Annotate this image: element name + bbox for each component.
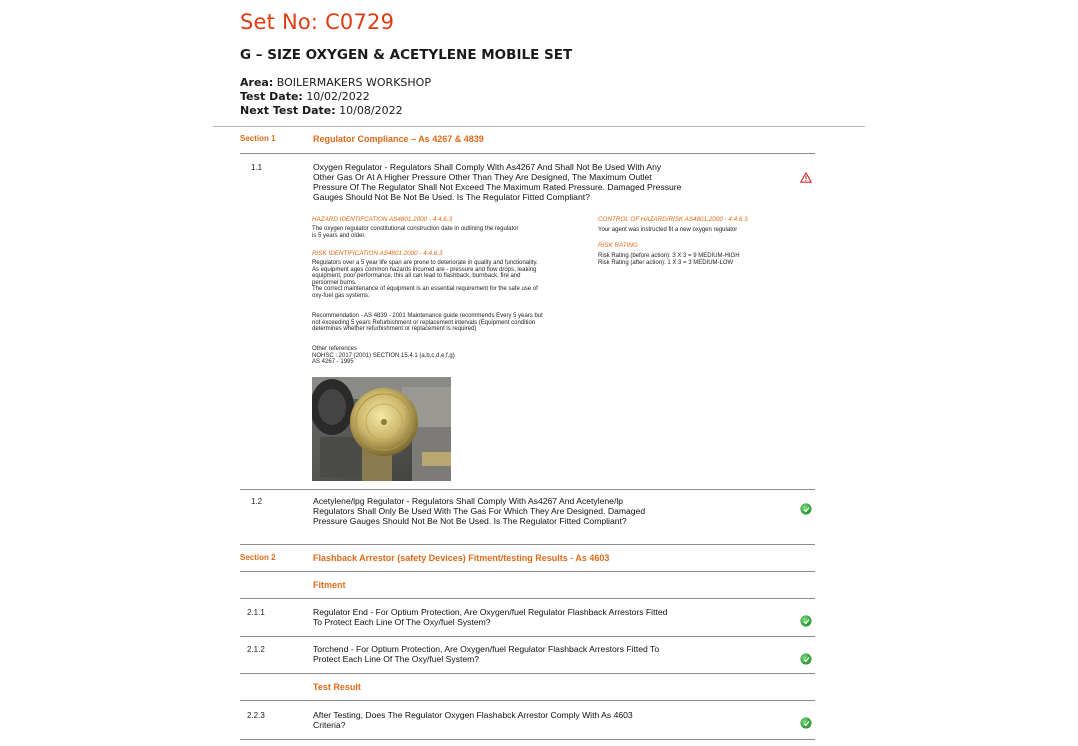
test-date-label: Test Date: <box>240 90 303 103</box>
item-question: Torchend - For Optium Protection, Are Oxygen/fuel Regulator Flashback Arrestors Fitted To Protect Each Line Of The Oxy/fuel System? <box>313 644 660 664</box>
next-test-date-line <box>240 104 403 117</box>
section-1-label: Section 1 <box>240 134 276 143</box>
risk-rating-after: Risk Rating (after action): 1 X 3 = 3 MEDIUM-LOW <box>598 260 734 266</box>
area-value: BOILERMAKERS WORKSHOP <box>276 76 431 89</box>
subsection-test-result: Test Result <box>313 682 361 692</box>
risk-rating-before: Risk Rating (before action): 3 X 3 = 9 MEDIUM-HIGH <box>598 253 740 259</box>
row-divider <box>240 571 815 572</box>
area-label: Area: <box>240 76 274 89</box>
pass-check-icon <box>801 654 811 664</box>
section-1-title: Regulator Compliance – As 4267 & 4839 <box>313 134 484 144</box>
set-number: Set No: C0729 <box>240 10 395 34</box>
section-2-title: Flashback Arrestor (safety Devices) Fitment/testing Results - As 4603 <box>313 553 610 563</box>
hazard-id-title: HAZARD IDENTIFCATION AS4801.2000 - 4.4.6.3 <box>312 216 452 223</box>
row-divider <box>240 489 815 490</box>
warning-icon <box>800 170 812 181</box>
control-text: Your agent was instructed fit a new oxygen regulator <box>598 227 738 233</box>
hazard-id-text: The oxygen regulator constitutional construction date in outlining the regulator is 5 years and older. <box>312 226 519 239</box>
subsection-fitment: Fitment <box>313 580 346 590</box>
row-divider <box>240 636 815 637</box>
risk-id-title: RISK IDENTIFICATION AS4801.2000 - 4.4.6.3 <box>312 250 443 257</box>
test-date-value: 10/02/2022 <box>306 90 370 103</box>
next-test-value: 10/08/2022 <box>339 104 403 117</box>
item-number: 2.2.3 <box>247 711 265 720</box>
item-question: Oxygen Regulator - Regulators Shall Comply With As4267 And Shall Not Be Used With Any Other Gas Or At A Higher Pressure Other Than They Are Designed, The Maximum Outlet Pressure Of The Regulator Shall Not Exceed The Maximum Rated Pressure. Damaged Pressure Gauges Should Not Be Not Be Used. Is The Regulator Fitted Compliant? <box>313 162 682 202</box>
item-question: Acetylene/lpg Regulator - Regulators Shall Comply With As4267 And Acetylene/lp Regulators Shall Only Be Used With The Gas For Which They Are Designed. Damaged Pressure Gauges Should Not Be Not Be Used. Is The Regulator Fitted Compliant? <box>313 496 646 526</box>
item-question: After Testing, Does The Regulator Oxygen Flashabck Arrestor Comply With As 4603 Criteria? <box>313 710 633 730</box>
row-divider <box>240 153 815 154</box>
item-number: 1.2 <box>251 497 263 506</box>
control-title: CONTROL OF HAZARD/RISK AS4801.2000 - 4.4.6.3 <box>598 216 748 223</box>
test-date-line <box>240 90 370 103</box>
pass-check-icon <box>801 718 811 728</box>
row-divider <box>240 544 815 545</box>
row-divider <box>240 700 815 701</box>
pass-check-icon <box>801 504 811 514</box>
row-divider <box>240 673 815 674</box>
other-references: Other references NOHSC : 2017 (2001) SECTION 15.4.1 (a,b,c,d,e,f,g) AS 4267 - 1995 <box>312 346 455 366</box>
set-title: G – SIZE OXYGEN & ACETYLENE MOBILE SET <box>240 47 573 63</box>
area-line <box>240 76 431 89</box>
regulator-photo <box>312 377 451 481</box>
item-question: Regulator End - For Optium Protection, Are Oxygen/fuel Regulator Flashback Arrestors Fitted To Protect Each Line Of The Oxy/fuel System? <box>313 607 668 627</box>
risk-rating-title: RISK RATING <box>598 242 638 249</box>
item-number: 2.1.2 <box>247 645 265 654</box>
risk-id-text: Regulators over a 5 year life span are prone to deteriorate in quality and functionality. As equipment ages common hazards incurred are - pressure and flow drops, leaking equipment, poor performance, this all can lead to flashback, burnback, fire and personnel burns. The correct maintenance of equipment is an essential requirement for the safe use of oxy-fuel gas systems. <box>312 260 538 299</box>
pass-check-icon <box>801 616 811 626</box>
section-2-label: Section 2 <box>240 553 276 562</box>
item-number: 1.1 <box>251 163 263 172</box>
row-divider <box>240 598 815 599</box>
item-number: 2.1.1 <box>247 608 265 617</box>
next-test-label: Next Test Date: <box>240 104 336 117</box>
recommendation-text: Recommendation - AS 4839 - 2001 Maintenance guide recommends Every 5 years but not exceeding 5 years Refurbishment or replacement intervals (Equipment condition determines whether refurbishment or replacement is required) <box>312 313 543 333</box>
header-divider <box>213 126 865 127</box>
row-divider <box>240 739 815 740</box>
